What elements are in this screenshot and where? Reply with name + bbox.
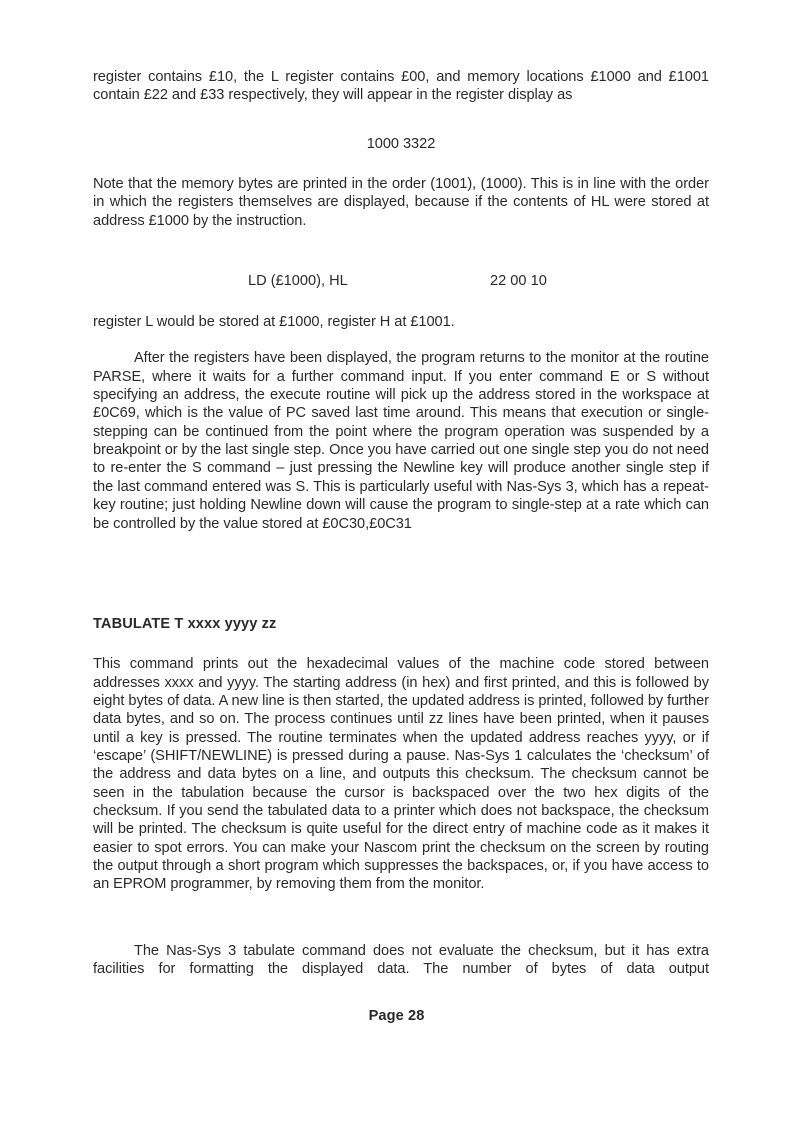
instruction-machine-bytes: 22 00 10 [490,273,547,290]
spacer [93,924,709,942]
spacer [93,105,709,135]
paragraph-register-l-storage: register L would be stored at £1000, register H at £1001. [93,314,455,331]
page-number-footer: Page 28 [368,1008,425,1024]
spacer [93,894,709,924]
paragraph-register-display: register contains £10, the L register contains £00, and memory locations £1000 and £1001 contain £22 and £33 respectively, they will appear in the register display as [93,69,709,104]
instruction-example-row [93,272,709,291]
paragraph-after-registers: After the registers have been displayed, the program returns to the monitor at the routine PARSE, where it waits for a further command input. If you enter command E or S without specifying an address, the execute routine will pick up the address stored in the workspace at £0C69, which is the value of PC saved last time around. This means that execution or single-stepping can be continued from the point where the program operation was suspended by a breakpoint or by the last single step. Once you have carried out one single step you do not need to re-enter the S command – just pressing the Newline key will produce another single step if the last command entered was S. This is particularly useful with Nas-Sys 3, which has a repeat-key routine; just holding Newline down will cause the program to single-step at a rate which can be controlled by the value stored at £0C30,£0C31 [93,350,709,532]
spacer [93,291,709,313]
page-content [93,68,709,997]
paragraph-memory-order: Note that the memory bytes are printed in the order (1001), (1000). This is in line with the order in which the registers themselves are displayed, because if the contents of HL were stored at address £1000 by the instruction. [93,176,709,229]
spacer [93,153,709,175]
spacer [93,533,709,593]
heading-tabulate: TABULATE T xxxx yyyy zz [93,615,277,632]
instruction-mnemonic: LD (£1000), HL [248,273,348,290]
spacer [93,633,709,655]
spacer [93,230,709,272]
spacer [93,331,709,349]
paragraph-tabulate-description: This command prints out the hexadecimal values of the machine code stored between addresses xxxx and yyyy. The starting address (in hex) and first printed, and this is followed by eight bytes of data. A new line is then started, the updated address is printed, followed by further data bytes, and so on. The process continues until zz lines have been printed, when it pauses until a key is pressed. The routine terminates when the updated address reaches yyyy, or if ‘escape’ (SHIFT/NEWLINE) is pressed during a pause. Nas-Sys 1 calculates the ‘checksum’ of the address and data bytes on a line, and outputs this checksum. The checksum cannot be seen in the tabulation because the cursor is backspaced over the two hex digits of the checksum. If you send the tabulated data to a printer which does not backspace, the checksum will be printed. The checksum is quite useful for the direct entry of machine code as it makes it easier to spot errors. You can make your Nascom print the checksum on the screen by routing the output through a short program which suppresses the backspaces, or, if you have access to an EPROM programmer, by removing them from the monitor. [93,656,709,893]
paragraph-nassys3-tabulate: The Nas-Sys 3 tabulate command does not evaluate the checksum, but it has extra facilities for formatting the displayed data. The number of bytes of data output [93,942,709,977]
spacer [93,593,709,615]
register-display-value: 1000 3322 [366,135,436,152]
